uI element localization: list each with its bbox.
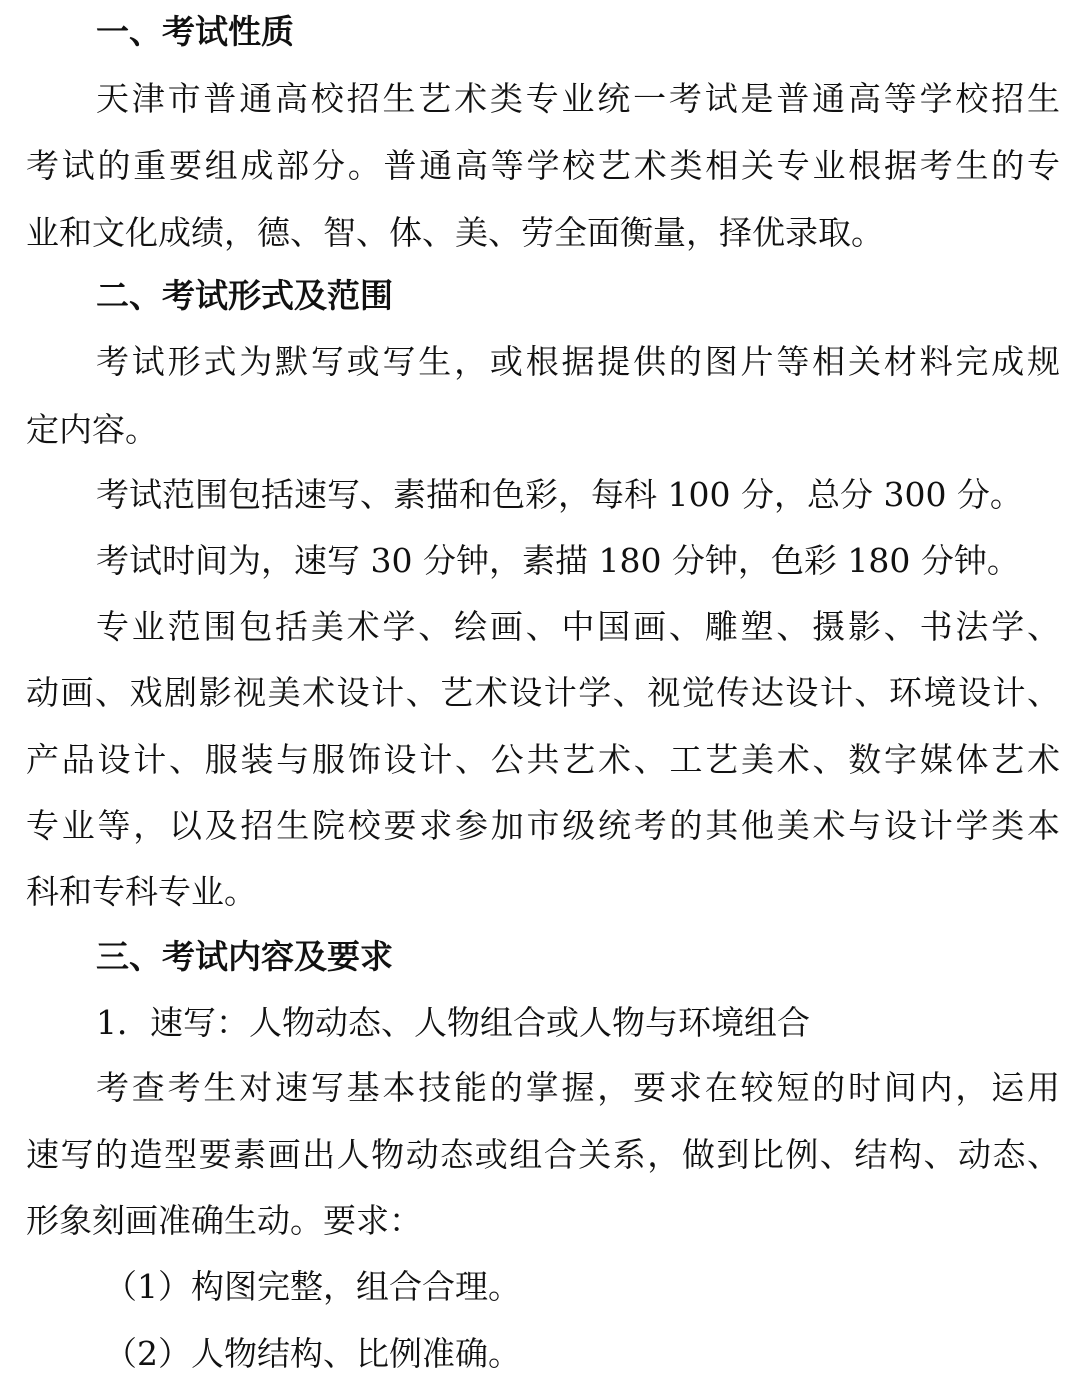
paragraph-line: 考试时间为，速写 30 分钟，素描 180 分钟，色彩 180 分钟。 xyxy=(96,541,1020,580)
section-heading-form-scope: 二、考试形式及范围 xyxy=(96,276,393,315)
section-heading-content-requirements: 三、考试内容及要求 xyxy=(96,937,393,976)
paragraph-line: 速写的造型要素画出人物动态或组合关系，做到比例、结构、动态、 xyxy=(26,1135,1060,1174)
paragraph-line: 考试形式为默写或写生，或根据提供的图片等相关材料完成规 xyxy=(96,342,1060,381)
paragraph-line: 动画、戏剧影视美术设计、艺术设计学、视觉传达设计、环境设计、 xyxy=(26,673,1060,712)
paragraph-line: 产品设计、服装与服饰设计、公共艺术、工艺美术、数字媒体艺术 xyxy=(26,740,1060,779)
paragraph-line: 业和文化成绩，德、智、体、美、劳全面衡量，择优录取。 xyxy=(26,213,884,252)
paragraph-line: 定内容。 xyxy=(26,410,158,449)
paragraph-line: 专业等，以及招生院校要求参加市级统考的其他美术与设计学类本 xyxy=(26,806,1060,845)
paragraph-line: 天津市普通高校招生艺术类专业统一考试是普通高等学校招生 xyxy=(96,79,1060,118)
paragraph-line: 考试范围包括速写、素描和色彩，每科 100 分，总分 300 分。 xyxy=(96,475,1023,514)
paragraph-line: 科和专科专业。 xyxy=(26,872,257,911)
requirement-item: （1）构图完整，组合合理。 xyxy=(104,1267,521,1306)
paragraph-line: 考试的重要组成部分。普通高等学校艺术类相关专业根据考生的专 xyxy=(26,146,1060,185)
paragraph-line: 考查考生对速写基本技能的掌握，要求在较短的时间内，运用 xyxy=(96,1068,1060,1107)
paragraph-line: 形象刻画准确生动。要求： xyxy=(26,1201,422,1240)
requirement-item: （2）人物结构、比例准确。 xyxy=(104,1334,521,1373)
section-heading-nature: 一、考试性质 xyxy=(96,12,294,51)
paragraph-line: 专业范围包括美术学、绘画、中国画、雕塑、摄影、书法学、 xyxy=(96,607,1060,646)
subsection-title-sketch: 1．速写：人物动态、人物组合或人物与环境组合 xyxy=(96,1003,810,1042)
